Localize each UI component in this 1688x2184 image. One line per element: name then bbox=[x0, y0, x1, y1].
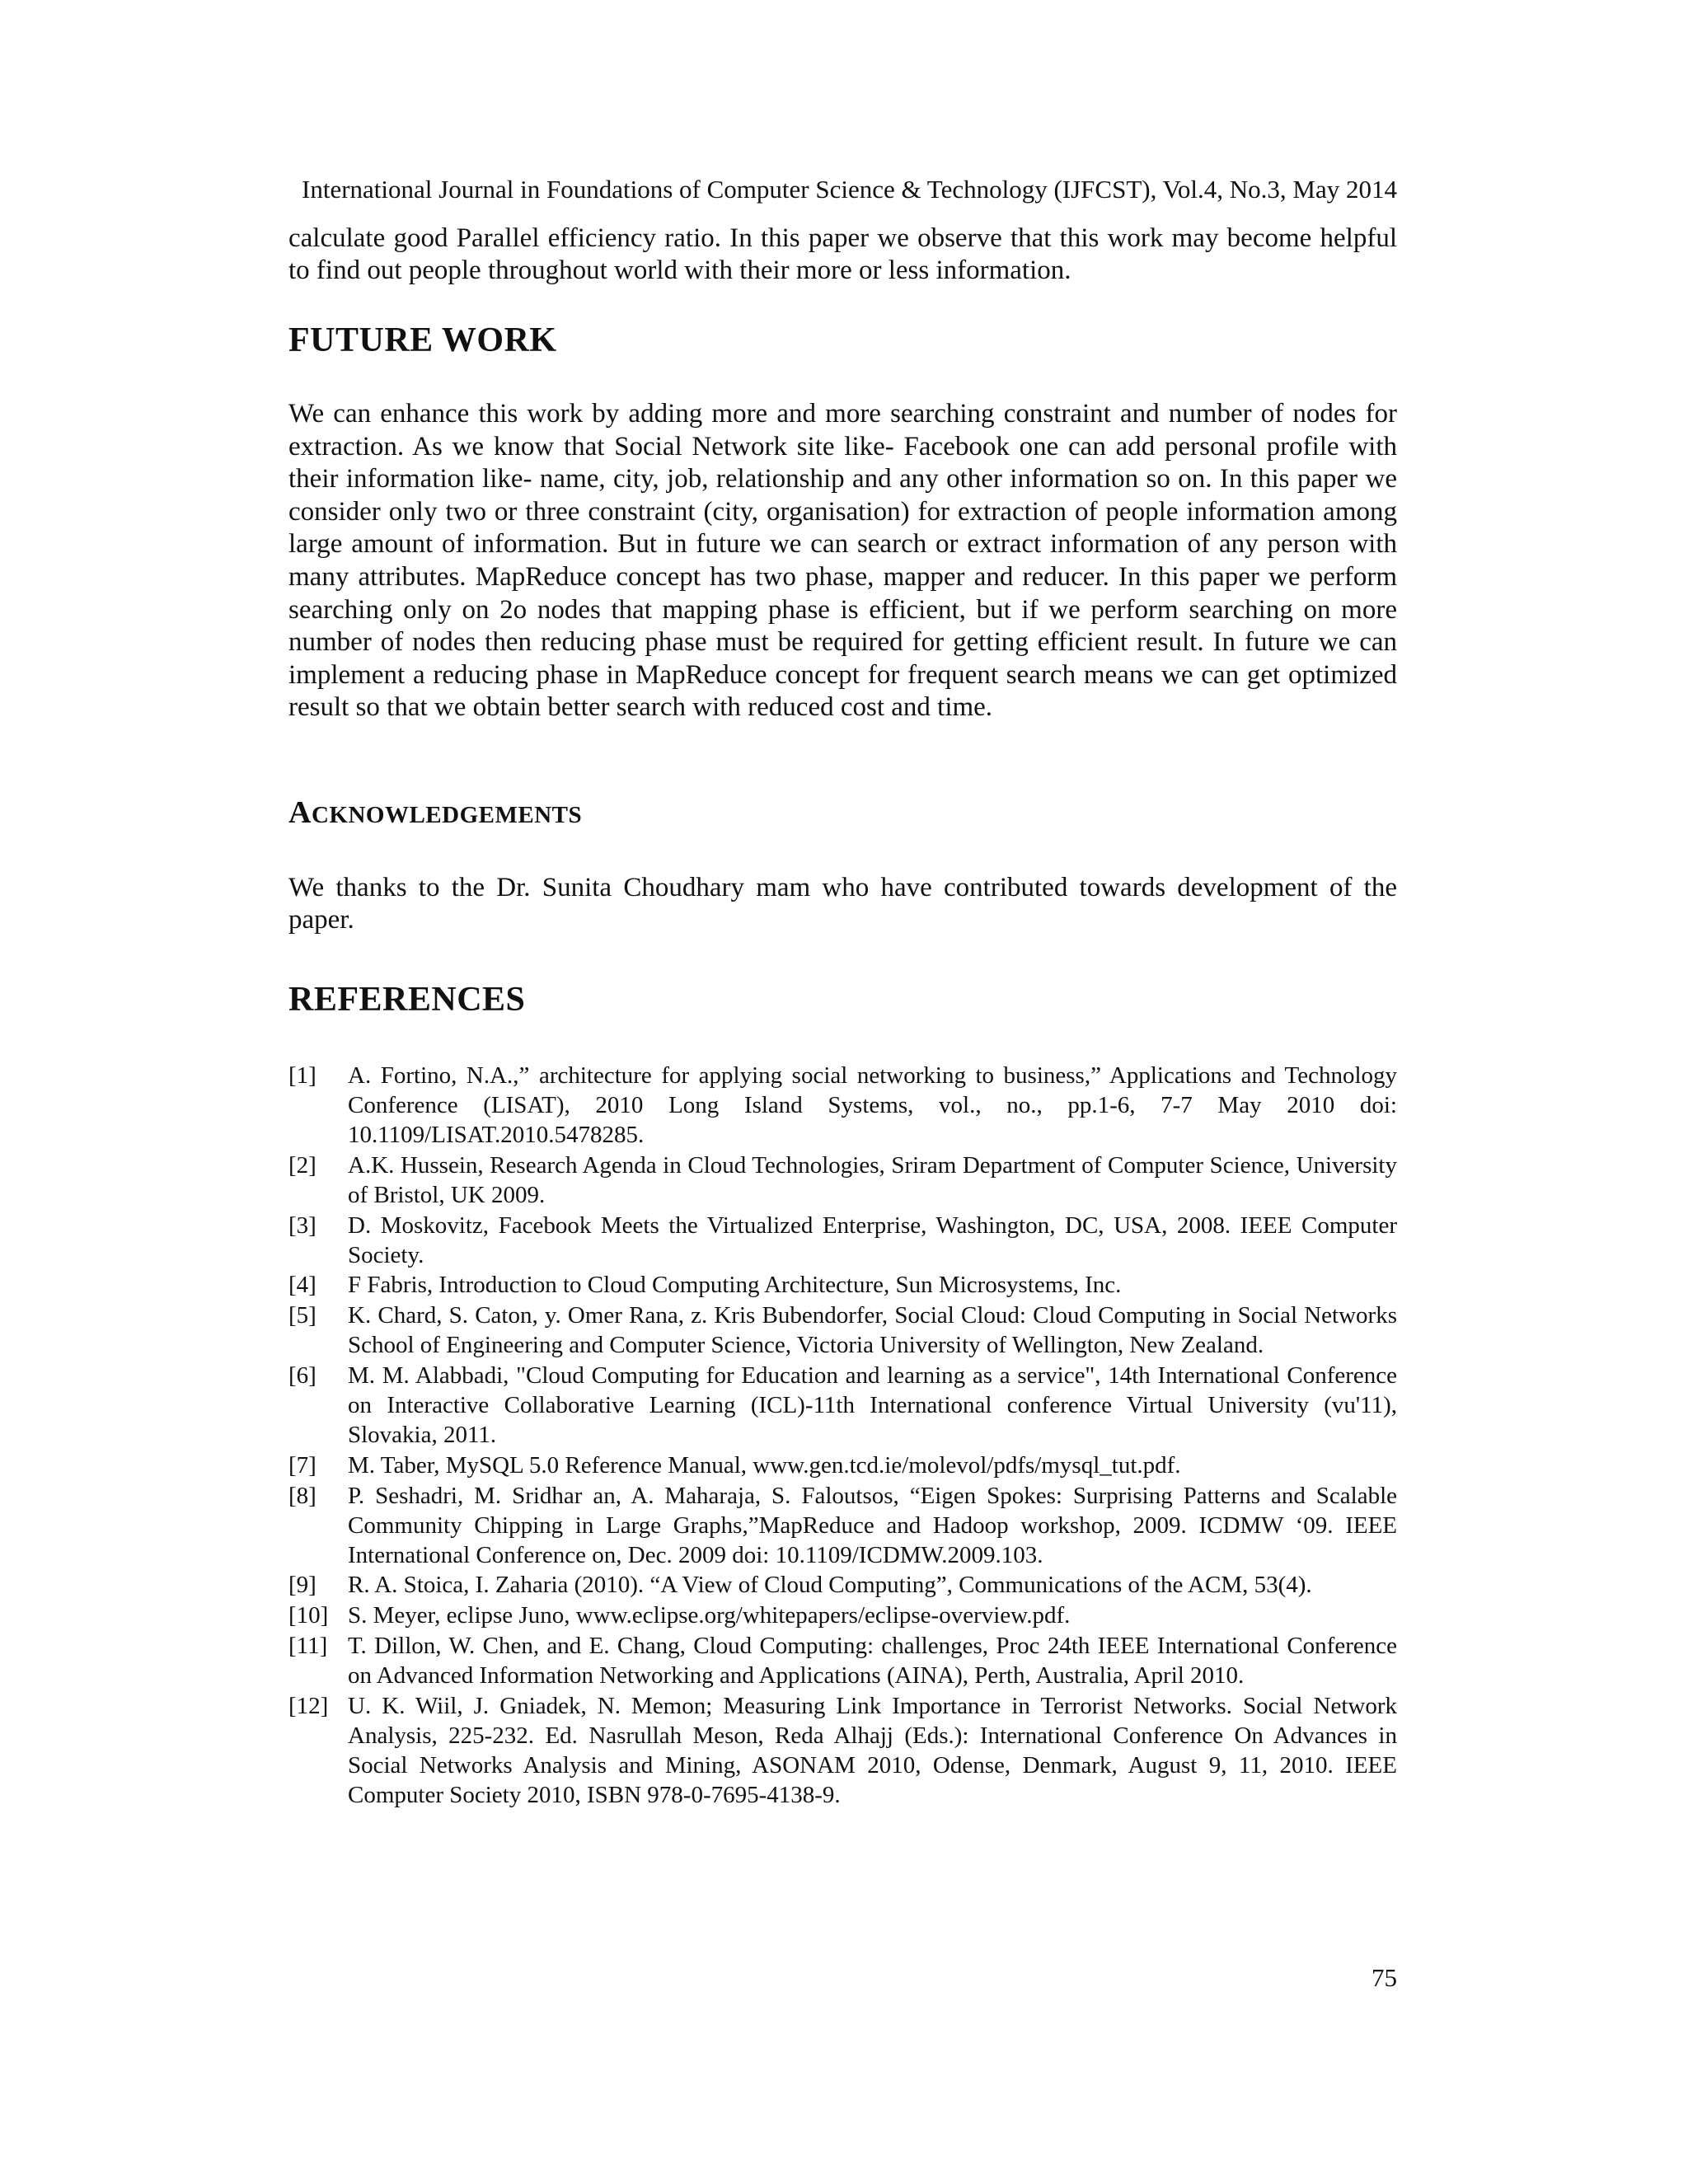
future-work-heading: FUTURE WORK bbox=[288, 321, 557, 359]
reference-text: K. Chard, S. Caton, y. Omer Rana, z. Kris Bubendorfer, Social Cloud: Cloud Computing in Social Networks School of Engineering and Computer Science, Victoria University of Wellington, New Zealand. bbox=[348, 1302, 1397, 1359]
acknowledgements-block bbox=[288, 872, 1397, 936]
reference-number: [10] bbox=[288, 1602, 329, 1629]
reference-text: R. A. Stoica, I. Zaharia (2010). “A View of Cloud Computing”, Communications of the ACM, 53(4). bbox=[348, 1572, 1312, 1599]
reference-number: [8] bbox=[288, 1482, 316, 1509]
reference-number: [2] bbox=[288, 1151, 316, 1179]
reference-item bbox=[288, 1570, 1397, 1600]
reference-text: S. Meyer, eclipse Juno, www.eclipse.org/whitepapers/eclipse-overview.pdf. bbox=[348, 1602, 1071, 1629]
reference-item bbox=[288, 1061, 1397, 1150]
running-header: International Journal in Foundations of Computer Science & Technology (IJFCST), Vol.4, No.3, May 2014 bbox=[302, 175, 1397, 204]
reference-number: [7] bbox=[288, 1451, 316, 1479]
reference-text: M. Taber, MySQL 5.0 Reference Manual, www.gen.tcd.ie/molevol/pdfs/mysql_tut.pdf. bbox=[348, 1451, 1181, 1479]
acknowledgements-paragraph: We thanks to the Dr. Sunita Choudhary mam who have contributed towards development of the paper. bbox=[288, 873, 1397, 935]
reference-number: [9] bbox=[288, 1572, 316, 1599]
reference-item bbox=[288, 1691, 1397, 1810]
reference-text: T. Dillon, W. Chen, and E. Chang, Cloud Computing: challenges, Proc 24th IEEE International Conference on Advanced Information Networking and Applications (AINA), Perth, Australia, April 2010. bbox=[348, 1632, 1397, 1689]
paper-page bbox=[288, 0, 1397, 2184]
acknowledgements-heading-initial: A bbox=[288, 795, 312, 830]
future-work-paragraph: We can enhance this work by adding more and more searching constraint and number of nodes for extraction. As we know that Social Network site like- Facebook one can add personal profile with their information like- name, city, job, relationship and any other information so on. In this paper we consider only two or three constraint (city, organisation) for extraction of people information among large amount of information. But in future we can search or extract information of any person with many attributes. MapReduce concept has two phase, mapper and reducer. In this paper we perform searching only on 2o nodes that mapping phase is efficient, but if we perform searching on more number of nodes then reducing phase must be required for getting efficient result. In future we can implement a reducing phase in MapReduce concept for frequent search means we can get optimized result so that we obtain better search with reduced cost and time. bbox=[288, 399, 1397, 723]
reference-item bbox=[288, 1211, 1397, 1270]
intro-paragraph-block bbox=[288, 223, 1397, 287]
references-heading: REFERENCES bbox=[288, 981, 526, 1019]
reference-text: P. Seshadri, M. Sridhar an, A. Maharaja, S. Faloutsos, “Eigen Spokes: Surprising Patterns and Scalable Community Chipping in Large Graphs,”MapReduce and Hadoop workshop, 2009. ICDMW ‘09. IEEE International Conference on, Dec. 2009 doi: 10.1109/ICDMW.2009.103. bbox=[348, 1482, 1397, 1568]
intro-paragraph: calculate good Parallel efficiency ratio. In this paper we observe that this work may become helpful to find out people throughout world with their more or less information. bbox=[288, 223, 1397, 285]
reference-number: [6] bbox=[288, 1361, 316, 1389]
reference-item bbox=[288, 1481, 1397, 1570]
reference-item bbox=[288, 1361, 1397, 1450]
reference-number: [4] bbox=[288, 1272, 316, 1299]
reference-number: [5] bbox=[288, 1302, 316, 1329]
reference-item bbox=[288, 1451, 1397, 1480]
reference-item bbox=[288, 1151, 1397, 1210]
reference-number: [12] bbox=[288, 1692, 329, 1719]
reference-item bbox=[288, 1301, 1397, 1360]
reference-text: U. K. Wiil, J. Gniadek, N. Memon; Measuring Link Importance in Terrorist Networks. Social Network Analysis, 225-232. Ed. Nasrullah Meson, Reda Alhajj (Eds.): International Conference On Advances in Social Networks Analysis and Mining, ASONAM 2010, Odense, Denmark, August 9, 11, 2010. IEEE Computer Society 2010, ISBN 978-0-7695-4138-9. bbox=[348, 1692, 1397, 1808]
reference-number: [3] bbox=[288, 1212, 316, 1239]
reference-text: M. M. Alabbadi, "Cloud Computing for Education and learning as a service", 14th International Conference on Interactive Collaborative Learning (ICL)-11th International conference Virtual University (vu'11), Slovakia, 2011. bbox=[348, 1361, 1397, 1448]
reference-text: A. Fortino, N.A.,” architecture for applying social networking to business,” Applications and Technology Conference (LISAT), 2010 Long Island Systems, vol., no., pp.1-6, 7-7 May 2010 doi: 10.1109/LISAT.2010.5478285. bbox=[348, 1062, 1397, 1148]
reference-text: F Fabris, Introduction to Cloud Computing Architecture, Sun Microsystems, Inc. bbox=[348, 1272, 1122, 1299]
reference-item bbox=[288, 1270, 1397, 1300]
reference-number: [11] bbox=[288, 1632, 328, 1659]
reference-number: [1] bbox=[288, 1062, 316, 1089]
future-work-block bbox=[288, 398, 1397, 724]
acknowledgements-heading bbox=[288, 796, 582, 832]
page-number: 75 bbox=[1372, 1963, 1397, 1992]
reference-item bbox=[288, 1631, 1397, 1690]
acknowledgements-heading-rest: CKNOWLEDGEMENTS bbox=[311, 802, 583, 828]
reference-text: D. Moskovitz, Facebook Meets the Virtualized Enterprise, Washington, DC, USA, 2008. IEEE Computer Society. bbox=[348, 1212, 1397, 1268]
reference-item bbox=[288, 1601, 1397, 1630]
references-list bbox=[288, 1061, 1397, 1811]
reference-text: A.K. Hussein, Research Agenda in Cloud Technologies, Sriram Department of Computer Science, University of Bristol, UK 2009. bbox=[348, 1151, 1397, 1208]
